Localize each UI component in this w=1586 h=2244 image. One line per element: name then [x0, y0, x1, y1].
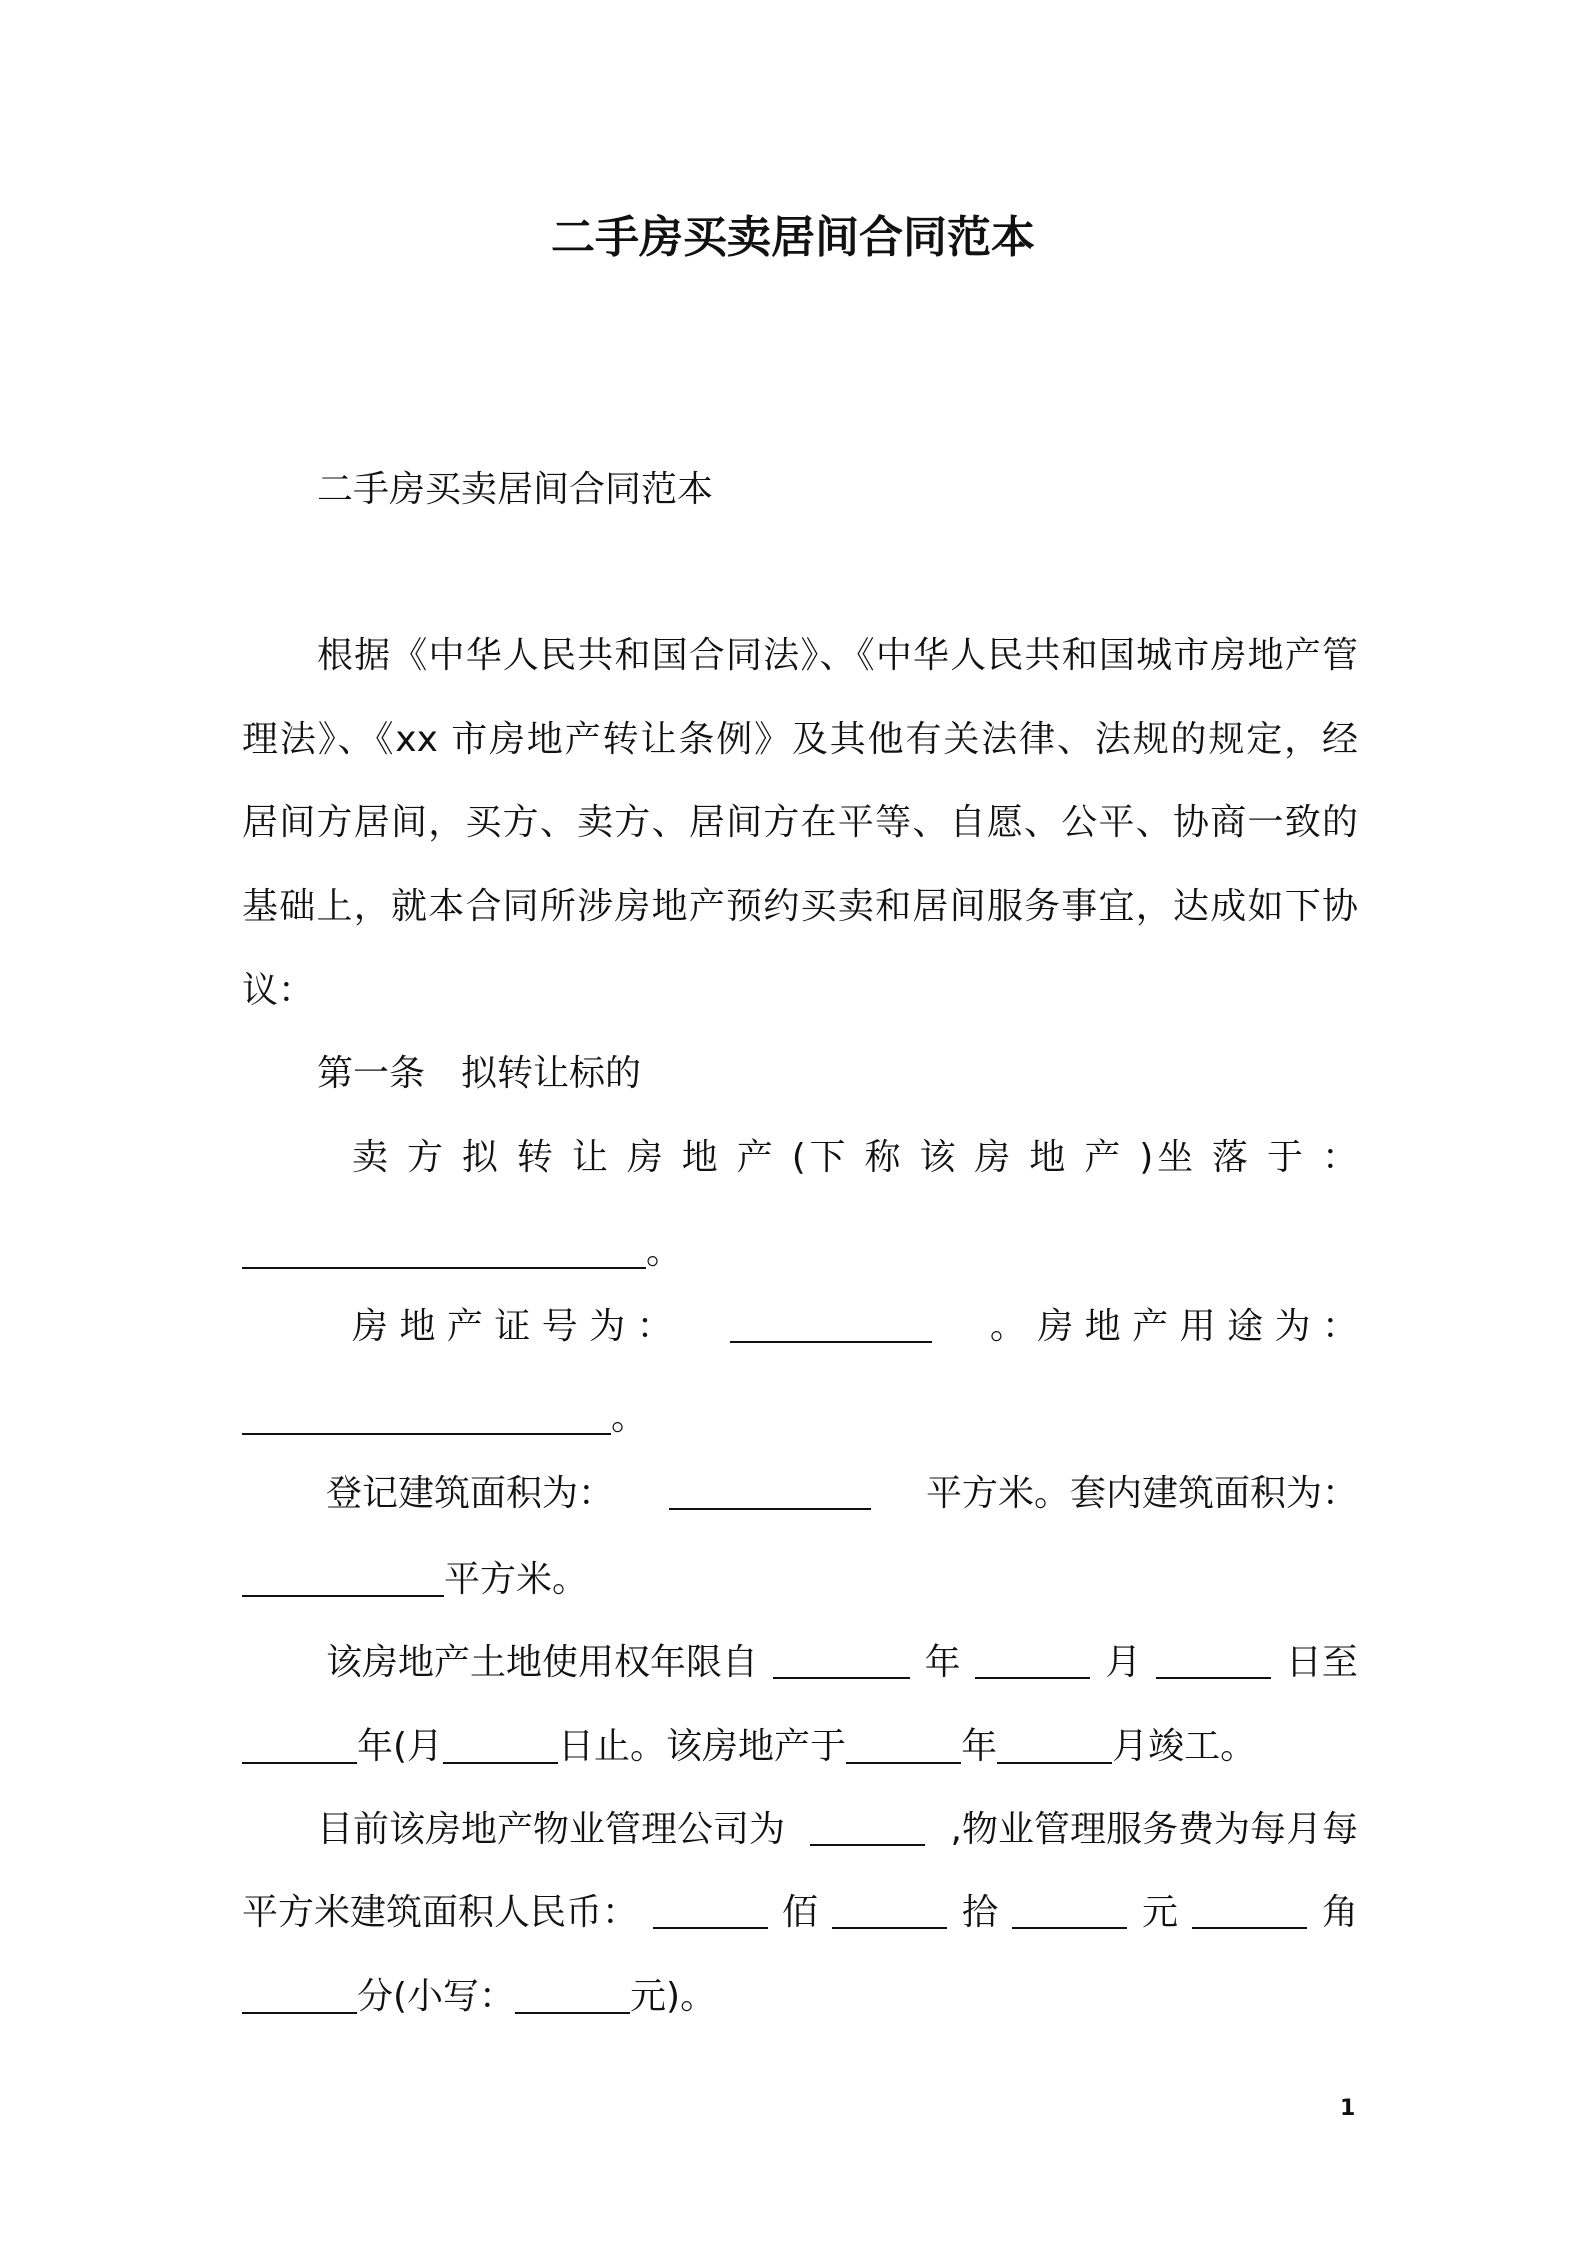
- rmb-line: [242, 1887, 1358, 1939]
- land-line: [326, 1637, 1358, 1689]
- preamble-line: 理法》、《xx 市房地产转让条例》及其他有关法律、法规的规定，经: [242, 719, 1358, 760]
- label: 佰: [781, 1892, 818, 1933]
- day-to-label: 日至: [1285, 1642, 1358, 1683]
- bai-blank[interactable]: [653, 1887, 768, 1929]
- cert-line: [352, 1301, 1358, 1353]
- mgmt-fee-label: ,物业管理服务费为每月每: [950, 1809, 1358, 1850]
- label: 月竣工。: [1112, 1726, 1257, 1767]
- completion-year-blank[interactable]: [846, 1722, 961, 1764]
- month-label: 月: [1105, 1642, 1142, 1683]
- label: 角: [1321, 1892, 1358, 1933]
- label: 元)。: [630, 1976, 717, 2017]
- document-title: 二手房买卖居间合同范本: [551, 212, 1035, 263]
- lowercase-amount-blank[interactable]: [515, 1972, 630, 2014]
- label: 年: [961, 1726, 998, 1767]
- area-label: 登记建筑面积为：: [326, 1473, 615, 1514]
- jiao-blank[interactable]: [1192, 1887, 1307, 1929]
- yuan-blank[interactable]: [1012, 1887, 1127, 1929]
- cert-blank[interactable]: [730, 1301, 932, 1343]
- period: 。: [611, 1397, 648, 1438]
- rmb-label: 平方米建筑面积人民币：: [242, 1892, 639, 1933]
- label: 分(小写：: [357, 1976, 516, 2017]
- day-blank[interactable]: [1156, 1637, 1271, 1679]
- inner-area-line: [242, 1554, 1358, 1606]
- end-year-blank[interactable]: [242, 1722, 357, 1764]
- area-blank[interactable]: [669, 1468, 871, 1510]
- usage-blank-line: [242, 1392, 1358, 1444]
- end-day-blank[interactable]: [443, 1722, 558, 1764]
- article-heading: 第一条 拟转让标的: [317, 1053, 642, 1094]
- label: 拾: [961, 1892, 998, 1933]
- preamble-line: 居间方居间，买方、卖方、居间方在平等、自愿、公平、协商一致的: [242, 802, 1358, 843]
- inner-area-blank[interactable]: [242, 1555, 444, 1597]
- inner-label: 平方米。套内建筑面积为：: [925, 1473, 1358, 1514]
- label: 元: [1141, 1892, 1178, 1933]
- fen-blank[interactable]: [242, 1972, 357, 2014]
- mgmt-company-blank[interactable]: [810, 1804, 925, 1846]
- preamble-line: 基础上，就本合同所涉房地产预约买卖和居间服务事宜，达成如下协: [242, 886, 1358, 927]
- month-blank[interactable]: [975, 1637, 1090, 1679]
- area-line: [326, 1468, 1358, 1520]
- subtitle: 二手房买卖居间合同范本: [317, 469, 714, 510]
- land-label: 该房地产土地使用权年限自: [326, 1642, 759, 1683]
- year-blank[interactable]: [773, 1637, 910, 1679]
- mgmt-label: 目前该房地产物业管理公司为: [317, 1809, 786, 1850]
- fen-line: [242, 1971, 1358, 2023]
- sqm: 平方米。: [444, 1559, 589, 1600]
- completion-month-blank[interactable]: [997, 1722, 1112, 1764]
- year-label: 年: [924, 1642, 961, 1683]
- mgmt-line: [317, 1804, 1358, 1856]
- location-blank-line: [242, 1226, 1358, 1278]
- period: 。: [646, 1231, 683, 1272]
- cert-label: 房 地 产 证 号 为 ：: [352, 1306, 673, 1347]
- label: 日止。该房地产于: [558, 1726, 847, 1767]
- land-end-line: [242, 1721, 1358, 1773]
- preamble-line: 议：: [242, 970, 315, 1011]
- preamble-line: 根据《中华人民共和国合同法》、《中华人民共和国城市房地产管: [317, 635, 1358, 676]
- location-blank[interactable]: [242, 1227, 646, 1269]
- usage-blank[interactable]: [242, 1393, 611, 1435]
- page-number: 1: [1340, 2096, 1356, 2121]
- shi-blank[interactable]: [832, 1887, 947, 1929]
- usage-label: 。 房 地 产 用 途 为 ：: [989, 1306, 1358, 1347]
- label: 年(月: [357, 1726, 444, 1767]
- location-line: 卖 方 拟 转 让 房 地 产 (下 称 该 房 地 产 )坐 落 于 ：: [352, 1137, 1358, 1178]
